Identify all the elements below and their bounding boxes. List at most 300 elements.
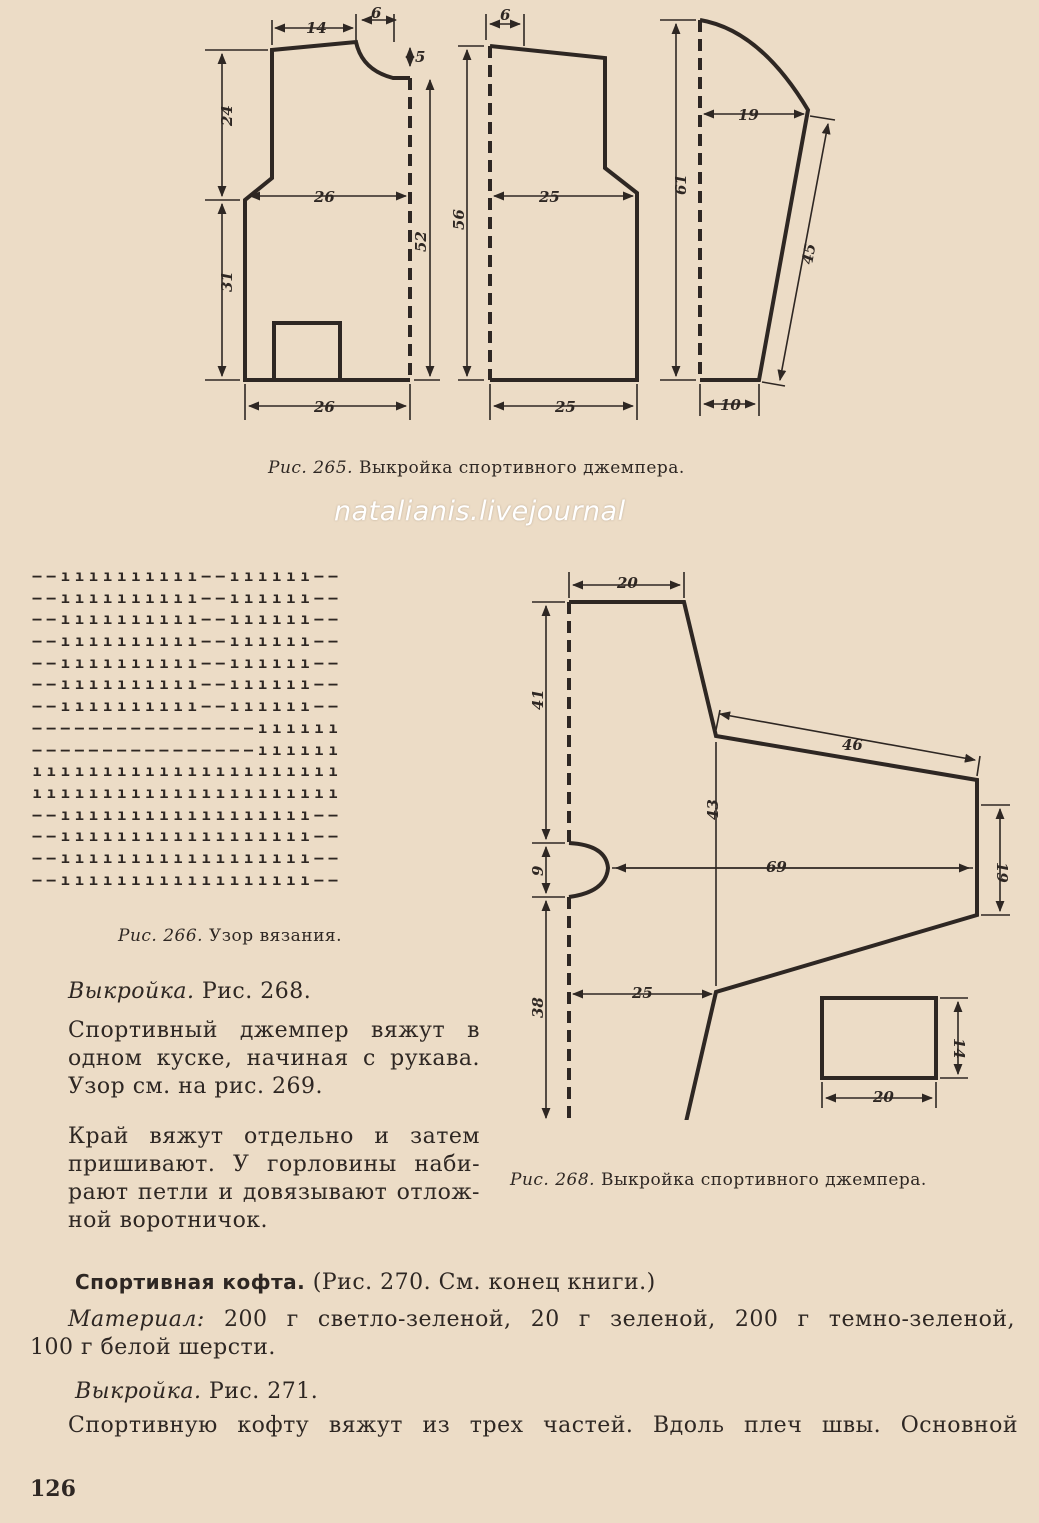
stitch-knit: ı — [286, 848, 296, 867]
stitch-purl: – — [187, 718, 197, 737]
stitch-purl: – — [314, 675, 324, 694]
stitch-knit: ı — [173, 697, 183, 716]
stitch-knit: ı — [103, 588, 113, 607]
stitch-purl: – — [74, 718, 84, 737]
stitch-purl: – — [46, 675, 56, 694]
caption-268-text: Выкройка спортивного джемпера. — [600, 1170, 927, 1190]
stitch-purl: – — [32, 848, 42, 867]
stitch-purl: – — [201, 697, 211, 716]
stitch-purl: – — [201, 740, 211, 759]
stitch-knit: ı — [314, 718, 324, 737]
stitch-knit: ı — [286, 783, 296, 802]
stitch-purl: – — [314, 870, 324, 889]
stitch-purl: – — [328, 697, 338, 716]
stitch-knit: ı — [117, 805, 127, 824]
stitch-purl: – — [145, 740, 155, 759]
stitch-knit: ı — [258, 675, 268, 694]
stitch-knit: ı — [243, 762, 253, 781]
stitch-knit: ı — [215, 848, 225, 867]
stitch-purl: – — [32, 567, 42, 585]
stitch-knit: ı — [173, 805, 183, 824]
stitch-knit: ı — [243, 588, 253, 607]
stitch-purl: – — [88, 740, 98, 759]
sleeve-piece — [660, 20, 835, 416]
stitch-purl: – — [314, 653, 324, 672]
stitch-knit: ı — [103, 567, 113, 585]
stitch-purl: – — [46, 718, 56, 737]
stitch-purl: – — [215, 567, 225, 585]
stitch-knit: ı — [201, 848, 211, 867]
stitch-knit: ı — [88, 697, 98, 716]
stitch-knit: ı — [103, 805, 113, 824]
stitch-purl: – — [60, 740, 70, 759]
stitch-knit: ı — [215, 827, 225, 846]
stitch-knit: ı — [145, 870, 155, 889]
caption-265-number: Рис. 265. — [268, 458, 354, 478]
stitch-knit: ı — [215, 805, 225, 824]
stitch-purl: – — [32, 675, 42, 694]
stitch-knit: ı — [88, 675, 98, 694]
material-paragraph — [30, 1306, 1015, 1362]
stitch-knit: ı — [159, 567, 169, 585]
stitch-knit: ı — [300, 588, 310, 607]
label-38: 38 — [529, 997, 547, 1018]
stitch-knit: ı — [60, 805, 70, 824]
stitch-knit: ı — [32, 762, 42, 781]
stitch-purl: – — [46, 632, 56, 651]
stitch-knit: ı — [145, 783, 155, 802]
kofta-ref: (Рис. 270. См. конец книги.) — [312, 1270, 656, 1295]
pattern-row — [30, 566, 340, 588]
stitch-knit: ı — [272, 675, 282, 694]
stitch-knit: ı — [159, 762, 169, 781]
stitch-knit: ı — [60, 870, 70, 889]
stitch-knit: ı — [173, 588, 183, 607]
label-45: 45 — [798, 242, 820, 266]
stitch-purl: – — [46, 827, 56, 846]
stitch-purl: – — [173, 718, 183, 737]
stitch-knit: ı — [88, 827, 98, 846]
stitch-knit: ı — [258, 588, 268, 607]
stitch-purl: – — [131, 740, 141, 759]
p2-line-1: Край вяжут отдельно и затем — [68, 1124, 480, 1149]
stitch-purl: – — [32, 697, 42, 716]
stitch-knit: ı — [60, 848, 70, 867]
stitch-knit: ı — [187, 675, 197, 694]
stitch-knit: ı — [328, 740, 338, 759]
stitch-knit: ı — [258, 762, 268, 781]
stitch-knit: ı — [272, 762, 282, 781]
stitch-purl: – — [314, 610, 324, 629]
stitch-knit: ı — [159, 783, 169, 802]
page-number: 126 — [30, 1476, 76, 1502]
paragraph-1 — [68, 1017, 480, 1101]
stitch-purl: – — [32, 870, 42, 889]
stitch-knit: ı — [258, 653, 268, 672]
stitch-knit: ı — [286, 827, 296, 846]
stitch-purl: – — [74, 740, 84, 759]
stitch-purl: – — [32, 632, 42, 651]
stitch-knit: ı — [74, 588, 84, 607]
stitch-purl: – — [46, 740, 56, 759]
vykroyka-271-italic: Выкройка. — [75, 1379, 202, 1404]
stitch-purl: – — [46, 567, 56, 585]
stitch-knit: ı — [187, 827, 197, 846]
stitch-purl: – — [159, 718, 169, 737]
stitch-purl: – — [46, 610, 56, 629]
stitch-knit: ı — [74, 805, 84, 824]
stitch-knit: ı — [145, 653, 155, 672]
stitch-knit: ı — [74, 675, 84, 694]
stitch-knit: ı — [300, 675, 310, 694]
stitch-knit: ı — [243, 805, 253, 824]
label-6: 6 — [371, 4, 382, 22]
stitch-knit: ı — [215, 870, 225, 889]
stitch-purl: – — [103, 718, 113, 737]
stitch-knit: ı — [74, 762, 84, 781]
stitch-purl: – — [32, 805, 42, 824]
stitch-knit: ı — [131, 610, 141, 629]
stitch-knit: ı — [145, 567, 155, 585]
stitch-knit: ı — [145, 588, 155, 607]
label-9: 9 — [529, 865, 547, 876]
stitch-knit: ı — [173, 783, 183, 802]
stitch-knit: ı — [173, 870, 183, 889]
stitch-knit: ı — [272, 632, 282, 651]
pattern-row — [30, 674, 340, 696]
stitch-knit: ı — [286, 762, 296, 781]
stitch-knit: ı — [201, 762, 211, 781]
stitch-knit: ı — [131, 675, 141, 694]
stitch-knit: ı — [74, 632, 84, 651]
stitch-knit: ı — [272, 588, 282, 607]
stitch-knit: ı — [328, 783, 338, 802]
stitch-knit: ı — [258, 870, 268, 889]
stitch-knit: ı — [201, 827, 211, 846]
stitch-knit: ı — [243, 827, 253, 846]
label-41: 41 — [529, 689, 547, 710]
stitch-knit: ı — [145, 610, 155, 629]
stitch-knit: ı — [300, 567, 310, 585]
kofta-heading — [75, 1268, 656, 1297]
stitch-knit: ı — [272, 870, 282, 889]
stitch-knit: ı — [229, 675, 239, 694]
stitch-purl: – — [32, 610, 42, 629]
stitch-knit: ı — [229, 588, 239, 607]
figure-266-caption — [118, 926, 342, 946]
pattern-row — [30, 826, 340, 848]
pattern-row — [30, 870, 340, 892]
stitch-knit: ı — [60, 610, 70, 629]
figure-268-caption — [510, 1170, 927, 1190]
stitch-knit: ı — [131, 697, 141, 716]
figure-265-pattern — [0, 0, 1039, 470]
stitch-knit: ı — [187, 870, 197, 889]
stitch-knit: ı — [272, 827, 282, 846]
stitch-purl: – — [32, 740, 42, 759]
material-line-2: 100 г белой шерсти. — [30, 1335, 276, 1360]
stitch-knit: ı — [286, 653, 296, 672]
caption-266-text: Узор вязания. — [208, 926, 343, 946]
stitch-knit: ı — [145, 827, 155, 846]
stitch-knit: ı — [286, 675, 296, 694]
stitch-purl: – — [60, 718, 70, 737]
label-56: 56 — [450, 209, 468, 230]
stitch-knit: ı — [88, 783, 98, 802]
stitch-knit: ı — [187, 697, 197, 716]
stitch-knit: ı — [286, 805, 296, 824]
stitch-knit: ı — [272, 610, 282, 629]
stitch-knit: ı — [201, 870, 211, 889]
stitch-purl: – — [201, 610, 211, 629]
stitch-knit: ı — [300, 848, 310, 867]
stitch-knit: ı — [272, 783, 282, 802]
caption-266-number: Рис. 266. — [118, 926, 204, 946]
stitch-knit: ı — [173, 848, 183, 867]
label-19: 19 — [993, 862, 1011, 883]
stitch-knit: ı — [103, 697, 113, 716]
stitch-knit: ı — [314, 762, 324, 781]
stitch-knit: ı — [60, 567, 70, 585]
stitch-knit: ı — [74, 567, 84, 585]
pattern-row — [30, 848, 340, 870]
stitch-knit: ı — [103, 783, 113, 802]
stitch-knit: ı — [272, 805, 282, 824]
stitch-knit: ı — [187, 567, 197, 585]
stitch-purl: – — [46, 588, 56, 607]
stitch-purl: – — [328, 870, 338, 889]
stitch-knit: ı — [60, 653, 70, 672]
one-piece-body — [529, 572, 1011, 1120]
pattern-row — [30, 653, 340, 675]
stitch-purl: – — [145, 718, 155, 737]
stitch-purl: – — [32, 653, 42, 672]
vykroyka-271 — [75, 1378, 318, 1406]
stitch-knit: ı — [117, 588, 127, 607]
stitch-purl: – — [32, 588, 42, 607]
stitch-knit: ı — [103, 675, 113, 694]
stitch-purl: – — [201, 675, 211, 694]
stitch-knit: ı — [229, 827, 239, 846]
stitch-knit: ı — [159, 653, 169, 672]
stitch-purl: – — [328, 610, 338, 629]
stitch-knit: ı — [173, 567, 183, 585]
stitch-knit: ı — [117, 653, 127, 672]
stitch-purl: – — [215, 653, 225, 672]
stitch-knit: ı — [187, 848, 197, 867]
p1-line-1: Спортивный джемпер вяжут в — [68, 1018, 480, 1043]
stitch-knit: ı — [173, 827, 183, 846]
stitch-knit: ı — [229, 805, 239, 824]
stitch-purl: – — [314, 805, 324, 824]
stitch-knit: ı — [131, 827, 141, 846]
stitch-knit: ı — [159, 805, 169, 824]
stitch-knit: ı — [74, 870, 84, 889]
stitch-knit: ı — [117, 848, 127, 867]
stitch-knit: ı — [229, 632, 239, 651]
p2-line-3: рают петли и довязывают отлож- — [68, 1180, 480, 1205]
stitch-knit: ı — [117, 697, 127, 716]
label-31: 31 — [218, 271, 236, 292]
stitch-purl: – — [201, 567, 211, 585]
stitch-purl: – — [201, 588, 211, 607]
stitch-purl: – — [187, 740, 197, 759]
stitch-knit: ı — [60, 588, 70, 607]
stitch-purl: – — [215, 718, 225, 737]
stitch-knit: ı — [258, 783, 268, 802]
stitch-knit: ı — [103, 827, 113, 846]
stitch-knit: ı — [187, 653, 197, 672]
stitch-knit: ı — [145, 762, 155, 781]
label-46: 46 — [842, 736, 863, 754]
stitch-knit: ı — [159, 870, 169, 889]
stitch-knit: ı — [32, 783, 42, 802]
stitch-knit: ı — [300, 870, 310, 889]
stitch-knit: ı — [187, 588, 197, 607]
stitch-knit: ı — [314, 740, 324, 759]
stitch-purl: – — [328, 827, 338, 846]
stitch-knit: ı — [300, 827, 310, 846]
stitch-knit: ı — [286, 870, 296, 889]
stitch-purl: – — [201, 718, 211, 737]
stitch-knit: ı — [215, 783, 225, 802]
stitch-knit: ı — [187, 805, 197, 824]
stitch-purl: – — [314, 632, 324, 651]
stitch-purl: – — [201, 653, 211, 672]
kofta-title: Спортивная кофта. — [75, 1270, 306, 1294]
stitch-purl: – — [32, 718, 42, 737]
stitch-knit: ı — [258, 610, 268, 629]
stitch-knit: ı — [258, 632, 268, 651]
stitch-purl: – — [328, 675, 338, 694]
stitch-knit: ı — [243, 632, 253, 651]
stitch-knit: ı — [229, 762, 239, 781]
stitch-purl: – — [215, 632, 225, 651]
stitch-knit: ı — [300, 653, 310, 672]
stitch-purl: – — [243, 718, 253, 737]
caption-268-number: Рис. 268. — [510, 1170, 596, 1190]
stitch-purl: – — [328, 805, 338, 824]
stitch-knit: ı — [243, 653, 253, 672]
stitch-knit: ı — [286, 740, 296, 759]
stitch-purl: – — [314, 848, 324, 867]
stitch-knit: ı — [159, 610, 169, 629]
stitch-knit: ı — [117, 783, 127, 802]
pattern-row — [30, 609, 340, 631]
stitch-purl: – — [201, 632, 211, 651]
stitch-knit: ı — [286, 632, 296, 651]
stitch-knit: ı — [272, 697, 282, 716]
pattern-row — [30, 696, 340, 718]
section-heading — [68, 978, 311, 1006]
stitch-knit: ı — [173, 675, 183, 694]
front-piece — [450, 6, 637, 420]
p1-line-3: Узор см. на рис. 269. — [68, 1074, 323, 1099]
heading-ref: Рис. 268. — [201, 979, 312, 1004]
label-52: 52 — [412, 231, 430, 252]
stitch-knit: ı — [159, 632, 169, 651]
label-43: 43 — [704, 799, 722, 820]
stitch-knit: ı — [103, 632, 113, 651]
stitch-knit: ı — [74, 827, 84, 846]
stitch-purl: – — [314, 588, 324, 607]
stitch-knit: ı — [74, 783, 84, 802]
stitch-knit: ı — [88, 762, 98, 781]
stitch-knit: ı — [74, 610, 84, 629]
stitch-knit: ı — [300, 697, 310, 716]
pattern-row — [30, 805, 340, 827]
stitch-knit: ı — [103, 848, 113, 867]
stitch-knit: ı — [201, 805, 211, 824]
stitch-purl: – — [88, 718, 98, 737]
stitch-knit: ı — [60, 783, 70, 802]
label-61: 61 — [672, 174, 690, 195]
stitch-knit: ı — [103, 610, 113, 629]
stitch-knit: ı — [117, 632, 127, 651]
stitch-knit: ı — [60, 632, 70, 651]
stitch-knit: ı — [74, 653, 84, 672]
label-25-mid: 25 — [539, 188, 560, 206]
stitch-knit: ı — [229, 870, 239, 889]
stitch-knit: ı — [229, 653, 239, 672]
stitch-knit: ı — [286, 588, 296, 607]
stitch-knit: ı — [300, 762, 310, 781]
stitch-knit: ı — [117, 827, 127, 846]
stitch-purl: – — [328, 848, 338, 867]
stitch-knit: ı — [159, 848, 169, 867]
stitch-knit: ı — [60, 827, 70, 846]
stitch-knit: ı — [258, 697, 268, 716]
stitch-knit: ı — [131, 567, 141, 585]
stitch-knit: ı — [103, 870, 113, 889]
stitch-knit: ı — [272, 653, 282, 672]
stitch-knit: ı — [258, 718, 268, 737]
stitch-knit: ı — [117, 675, 127, 694]
stitch-knit: ı — [243, 697, 253, 716]
stitch-knit: ı — [258, 740, 268, 759]
stitch-knit: ı — [243, 567, 253, 585]
caption-265-text: Выкройка спортивного джемпера. — [358, 458, 685, 478]
p2-line-2: пришивают. У горловины наби- — [68, 1152, 480, 1177]
paragraph-2 — [68, 1123, 480, 1235]
stitch-knit: ı — [272, 848, 282, 867]
stitch-knit: ı — [103, 653, 113, 672]
label-25: 25 — [632, 984, 653, 1002]
vykroyka-271-ref: Рис. 271. — [208, 1379, 319, 1404]
stitch-knit: ı — [60, 675, 70, 694]
stitch-knit: ı — [272, 740, 282, 759]
stitch-knit: ı — [187, 610, 197, 629]
stitch-knit: ı — [117, 567, 127, 585]
stitch-knit: ı — [314, 783, 324, 802]
back-piece — [205, 4, 440, 420]
stitch-knit: ı — [88, 848, 98, 867]
stitch-purl: – — [314, 697, 324, 716]
figure-268-pattern — [500, 560, 1039, 1120]
stitch-purl: – — [46, 805, 56, 824]
stitch-knit: ı — [286, 567, 296, 585]
label-24: 24 — [218, 105, 236, 126]
label-19: 19 — [738, 106, 759, 124]
label-14: 14 — [306, 19, 327, 37]
stitch-knit: ı — [187, 762, 197, 781]
stitch-knit: ı — [258, 827, 268, 846]
material-label: Материал: — [68, 1307, 205, 1332]
stitch-purl: – — [46, 870, 56, 889]
stitch-knit: ı — [229, 567, 239, 585]
stitch-knit: ı — [300, 740, 310, 759]
label-6-front: 6 — [500, 6, 511, 24]
